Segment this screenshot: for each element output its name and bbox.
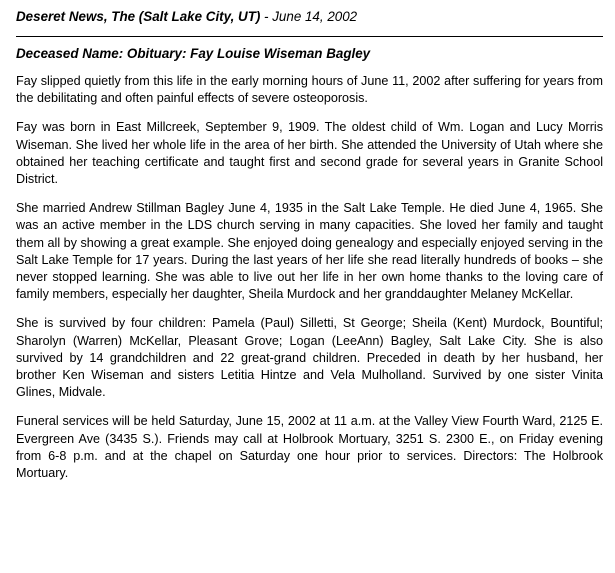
obituary-paragraph-5: Funeral services will be held Saturday, June 15, 2002 at 11 a.m. at the Valley View Fourth Ward, 2125 E. Evergreen Ave (3435 S.). Friends may call at Holbrook Mortuary, 3251 S. 2300 E., on Friday evening from 6-8 p.m. and at the chapel on Saturday one hour prior to services. Directors: The Holbrook Mortuary. [16, 414, 603, 481]
publication-date: - June 14, 2002 [260, 9, 358, 24]
obituary-paragraph-4: She is survived by four children: Pamela (Paul) Silletti, St George; Sheila (Kent) Murdock, Bountiful; Sharolyn (Warren) McKellar, Pleasant Grove; Logan (LeeAnn) Bagley, Salt Lake City. She is also survived by 14 grandchildren and 22 great-grand children. Preceded in death by her husband, her brother Ken Wiseman and sisters Letitia Hintze and Vela Mulholland. Survived by one sister Vinita Glines, Midvale. [16, 316, 603, 400]
deceased-name-heading: Deceased Name: Obituary: Fay Louise Wiseman Bagley [16, 46, 371, 61]
publication-source: Deseret News, The (Salt Lake City, UT) [16, 9, 261, 24]
obituary-paragraph-1: Fay slipped quietly from this life in the early morning hours of June 11, 2002 after suffering for years from the debilitating and often painful effects of severe osteoporosis. [16, 74, 603, 106]
header-divider [16, 36, 603, 37]
obituary-paragraph-3: She married Andrew Stillman Bagley June 4, 1935 in the Salt Lake Temple. He died June 4, 1965. She was an active member in the LDS church serving in many capacities. She loved her family and taught them all by showing a great example. She enjoyed doing genealogy and especially enjoyed serving in the Salt Lake Temple for 17 years. During the last years of her life she read literally hundreds of books – she never stopped learning. She was able to live out her life in her own home thanks to the loving care of family members, especially her daughter, Sheila Murdock and her granddaughter Melaney McKellar. [16, 201, 603, 302]
publication-header [16, 8, 603, 26]
obituary-paragraph-2: Fay was born in East Millcreek, September 9, 1909. The oldest child of Wm. Logan and Lucy Morris Wiseman. She lived her whole life in the area of her birth. She attended the University of Utah where she obtained her teaching certificate and taught first and second grade for several years in Granite School District. [16, 120, 603, 187]
